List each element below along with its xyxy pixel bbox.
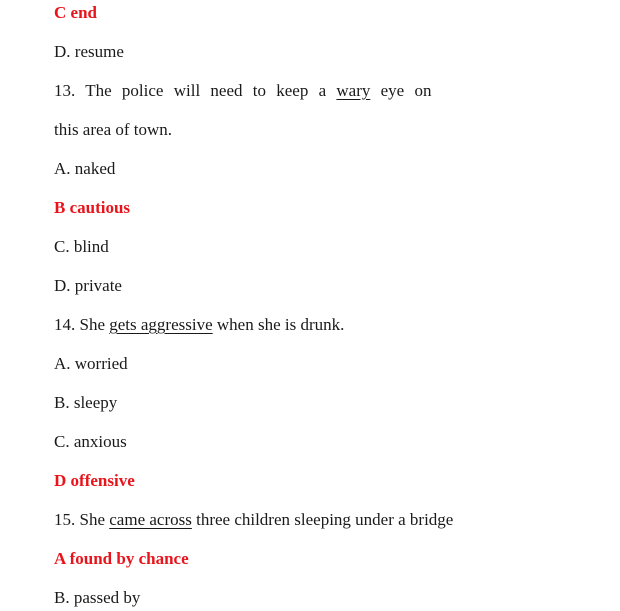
option-c-blind: C. blind (54, 237, 109, 256)
answer-option-d-offensive: D offensive (54, 471, 135, 490)
question-14-underlined-phrase: gets aggressive (109, 315, 213, 334)
question-13-underlined-word: wary (336, 81, 371, 100)
question-15-text-post: three children sleeping under a bridge (191, 510, 454, 529)
option-b-sleepy: B. sleepy (54, 393, 118, 412)
option-d-private: D. private (54, 276, 122, 295)
question-15-underlined-phrase: came across (109, 510, 192, 529)
question-14-text-post: when she is drunk. (212, 315, 345, 334)
question-14-text-pre: 14. She (54, 315, 110, 334)
question-13-text-post: eye on (370, 81, 432, 100)
option-d-resume: D. resume (54, 42, 124, 61)
option-a-worried: A. worried (54, 354, 128, 373)
answer-option-a-found-by-chance: A found by chance (54, 549, 189, 568)
option-a-naked: A. naked (54, 159, 116, 178)
answer-option-c-end: C end (54, 3, 97, 22)
question-13-line-1 (54, 81, 431, 101)
question-15 (54, 510, 453, 530)
question-15-text-pre: 15. She (54, 510, 110, 529)
question-13-line-2: this area of town. (54, 120, 173, 139)
question-13-text-pre: The police will need to keep a (85, 81, 337, 100)
option-c-anxious: C. anxious (54, 432, 127, 451)
answer-option-b-cautious: B cautious (54, 198, 131, 217)
question-14 (54, 315, 344, 335)
option-b-passed-by: B. passed by (54, 588, 141, 607)
question-13-number: 13. (54, 81, 76, 100)
